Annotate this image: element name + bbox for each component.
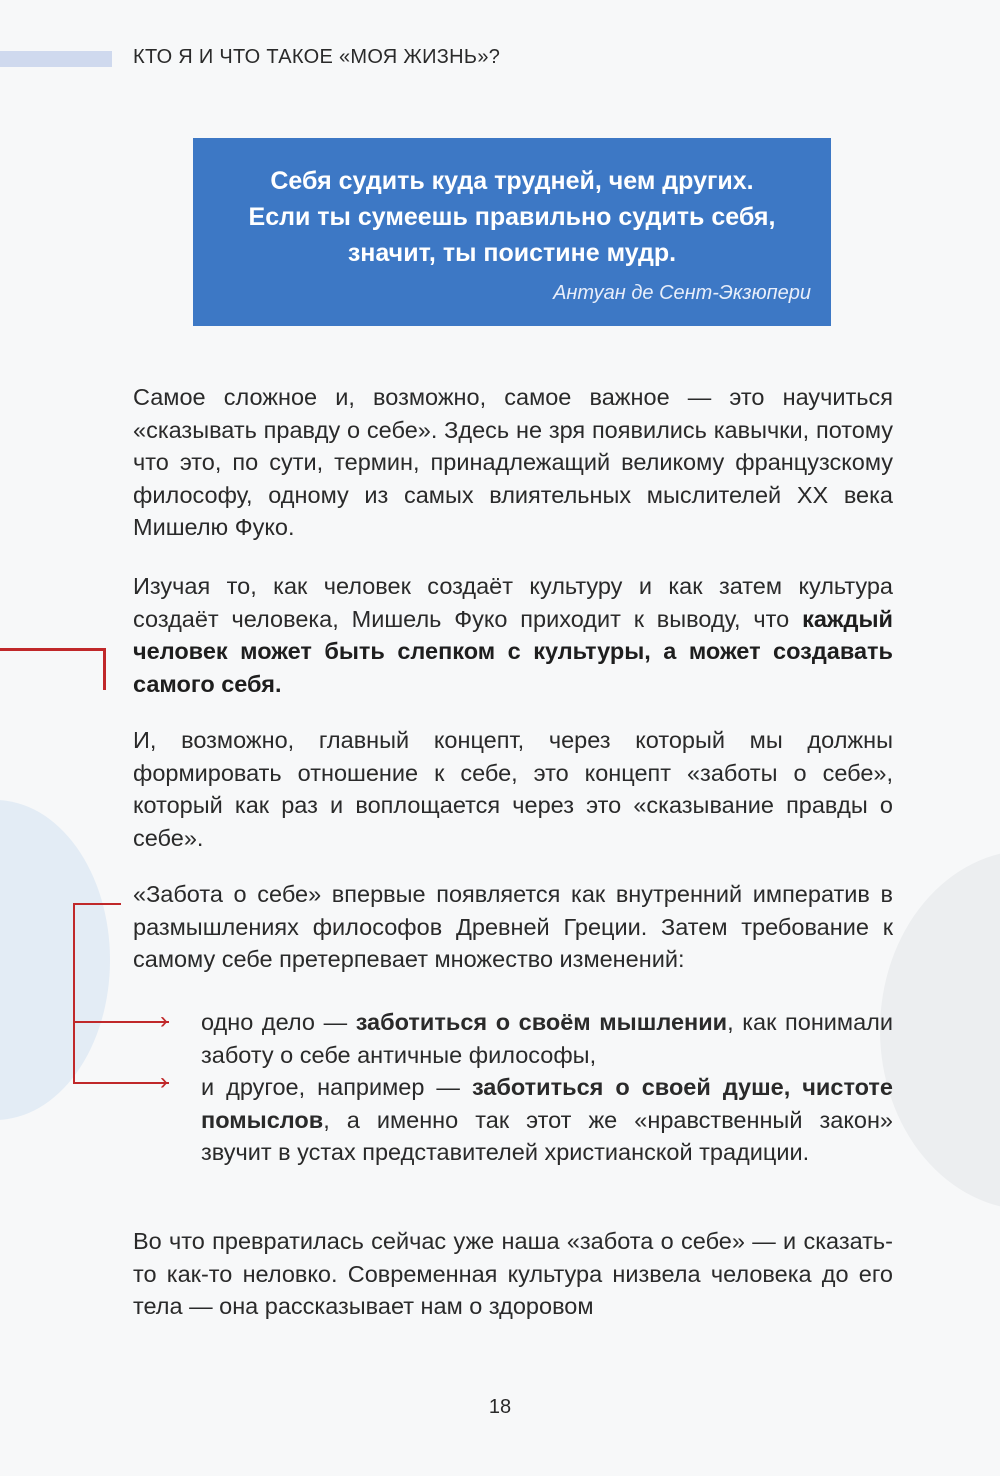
paragraph-3: И, возможно, главный концепт, через который мы должны формировать отношение к себе, это концепт «заботы о себе», который как раз и воплощается через это «сказывание правды о себе». <box>133 727 893 851</box>
decorative-circle-right <box>880 850 1000 1210</box>
list-item-2 <box>201 1071 893 1169</box>
list-item-2-pre: и другое, например — <box>201 1074 472 1100</box>
arrow-right-icon: › <box>160 1068 168 1095</box>
page-number: 18 <box>488 1396 512 1418</box>
running-header: КТО Я И ЧТО ТАКОЕ «МОЯ ЖИЗНЬ»? <box>133 46 501 68</box>
quote-line-1: Себя судить куда трудней, чем других. <box>270 167 754 195</box>
arrow-line-1 <box>73 1021 169 1023</box>
header-accent-bar <box>0 51 112 67</box>
epigraph-quote-box <box>193 138 831 326</box>
list-item-1 <box>201 1006 893 1071</box>
paragraph-2 <box>133 570 893 700</box>
list-item-1-emphasis: заботиться о своём мышлении <box>355 1009 728 1035</box>
paragraph-5: Во что превратилась сейчас уже наша «забота о себе» — и сказать-то как-то неловко. Современная культура низвела человека до его тела — она рассказывает нам о здоровом <box>133 1228 893 1320</box>
list-item-2-post: , а именно так этот же «нравственный закон» звучит в устах представителей христианской традиции. <box>201 1106 893 1166</box>
paragraph-4: «Забота о себе» впервые появляется как внутренний императив в размышлениях философов Древней Греции. Затем требование к самому себе претерпевает множество изменений: <box>133 881 893 973</box>
list-bracket-vertical <box>73 903 75 1083</box>
quote-line-3: значит, ты поистине мудр. <box>347 239 677 267</box>
list-bracket-top <box>73 903 121 905</box>
list-item-1-pre: одно дело — <box>201 1009 356 1035</box>
arrow-right-icon: › <box>160 1007 168 1034</box>
quote-author: Антуан де Сент-Экзюпери <box>553 282 811 304</box>
highlight-bracket-top <box>0 648 106 651</box>
list-item-1-post: , как понимали заботу о себе античные философы, <box>201 1009 893 1068</box>
list-item-2-emphasis: заботиться о своей душе, чистоте помыслов <box>201 1074 893 1133</box>
paragraph-2-text: Изучая то, как человек создаёт культуру и как затем культура создаёт человека, Мишель Фуко приходит к выводу, что <box>133 573 893 632</box>
paragraph-2-emphasis: каждый человек может быть слепком с культуры, а может создавать самого себя. <box>133 605 893 697</box>
highlight-bracket-side <box>103 648 106 690</box>
decorative-circle-left <box>0 800 110 1120</box>
paragraph-1: Самое сложное и, возможно, самое важное — это научиться «сказывать правду о себе». Здесь не зря появились кавычки, потому что это, по сути, термин, принадлежащий великому французскому философу, одному из самых влиятельных мыслителей XX века Мишелю Фуко. <box>133 384 893 541</box>
arrow-line-2 <box>73 1082 169 1084</box>
quote-line-2: Если ты сумеешь правильно судить себя, <box>248 203 776 231</box>
